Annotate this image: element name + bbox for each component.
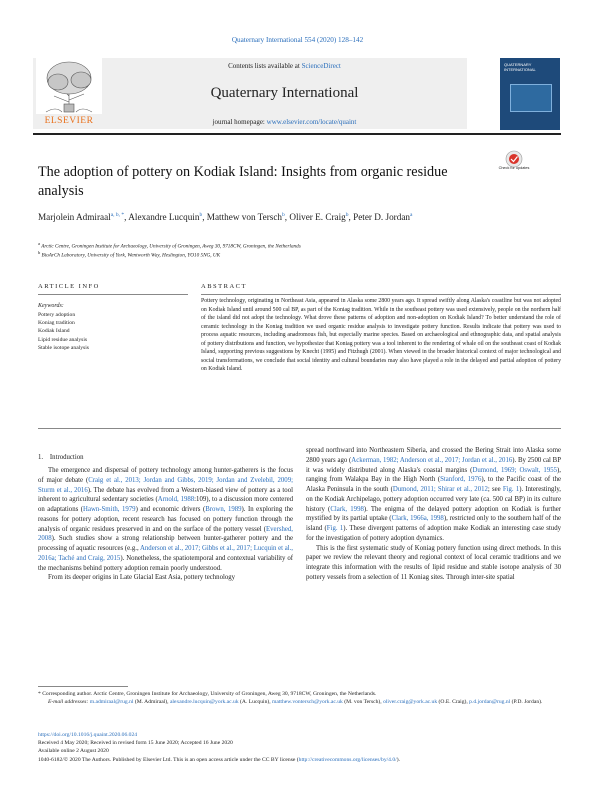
citation-link[interactable]: Dumond, 1969; Oswalt, 1955 bbox=[472, 466, 558, 474]
keyword-item: Koniag tradition bbox=[38, 320, 75, 327]
citation-link[interactable]: Arnold, 1988 bbox=[157, 496, 195, 504]
email-addresses: E-mail addresses: m.admiraal@rug.nl (M. Admiraal), alexandre.lucquin@york.ac.uk (A. Lucquin), matthew.vontersch@york.ac.uk (M. von Tersch), oliver.craig@york.ac.uk (O.E. Craig), p.d.jordan@rug.nl (P.D. Jordan). bbox=[48, 699, 543, 705]
body-text: ). By 2500 cal BP it was widely distributed along Alaska's coastal margins ( bbox=[306, 456, 561, 474]
email-link[interactable]: oliver.craig@york.ac.uk bbox=[383, 699, 438, 705]
received-dates: Received 4 May 2020; Received in revised form 15 June 2020; Accepted 16 June 2020 bbox=[38, 740, 233, 747]
author-0[interactable]: Marjolein Admiraal$^{a, b, *}$, bbox=[38, 212, 129, 223]
body-paragraph bbox=[306, 544, 561, 583]
citation-link[interactable]: Evershed, 2008 bbox=[38, 525, 293, 543]
body-text: :109), to a discussion more centered on adaptations ( bbox=[38, 496, 294, 513]
citation-link[interactable]: Hawn-Smith, 1979 bbox=[83, 506, 136, 513]
citation-link[interactable]: Dumond, 2011; Shirar et al., 2012 bbox=[392, 486, 488, 493]
citation-link[interactable]: Stanford, 1976 bbox=[440, 476, 482, 484]
body-text: ). These divergent patterns of adoption make Kodiak an interesting case study for the investigation of pottery adoption dynamics. bbox=[306, 525, 561, 542]
author-4[interactable]: Peter D. Jordan$^a$ bbox=[353, 212, 413, 223]
keywords-label: Keywords: bbox=[38, 303, 64, 309]
body-text: spread northward into Northeastern Siberia, and crossed the Bering Strait into Alaska some 2800 years ago ( bbox=[306, 447, 561, 464]
body-text: ), restricted only to the southern half of the island ( bbox=[306, 515, 561, 532]
footnote-divider bbox=[38, 686, 128, 687]
journal-reference-link[interactable]: Quaternary International 554 (2020) 128–142 bbox=[231, 36, 364, 44]
author-1[interactable]: Alexandre Lucquin$^b$, bbox=[128, 212, 207, 223]
body-text: ; see bbox=[487, 486, 503, 493]
article-title: The adoption of pottery on Kodiak Island: Insights from organic residue analysis bbox=[38, 164, 448, 199]
sciencedirect-link[interactable]: ScienceDirect bbox=[301, 62, 341, 70]
citation-link[interactable]: Craig et al., 2013; Jordan and Gibbs, 2019; Jordan and Zvelebil, 2009; Sturm et al., 2016 bbox=[38, 476, 293, 494]
body-paragraph bbox=[38, 466, 293, 573]
corresponding-author-note: * Corresponding author. Arctic Centre, Groningen Institute for Archaeology, University of Groningen, Aweg 30, 9718CW, Groningen, the Netherlands. bbox=[38, 691, 377, 697]
abstract-heading: ABSTRACT bbox=[201, 283, 247, 290]
body-text: ), ranging from Walakpa Bay in the High North ( bbox=[306, 466, 561, 484]
keyword-item: Stable isotope analysis bbox=[38, 344, 89, 351]
journal-homepage-link[interactable]: www.elsevier.com/locate/quaint bbox=[266, 118, 357, 126]
check-for-updates-icon[interactable] bbox=[501, 150, 527, 180]
keywords-list bbox=[38, 311, 188, 352]
email-link[interactable]: matthew.vontersch@york.ac.uk bbox=[272, 699, 343, 705]
body-paragraph bbox=[306, 446, 561, 544]
publisher-logo-text: ELSEVIER bbox=[44, 116, 94, 126]
body-text: ), to the Pacific coast of the Alaska Peninsula in the south ( bbox=[306, 476, 561, 493]
author-3[interactable]: Oliver E. Craig$^b$, bbox=[289, 212, 351, 223]
body-text: ). Interestingly, on the Kodiak Archipelago, pottery adoption occurred very late (ca. 500 cal BP) in its culture history ( bbox=[306, 486, 561, 513]
citation-link[interactable]: Ackerman, 1982; Anderson et al., 2017; Jordan et al., 2016 bbox=[351, 456, 513, 464]
citation-link[interactable]: Anderson et al., 2017; Gibbs et al., 2017; Lucquin et al., 2016a; Taché and Craig, 2015 bbox=[38, 545, 293, 562]
homepage-prefix: journal homepage: bbox=[212, 118, 265, 126]
publication-info bbox=[38, 731, 563, 764]
cover-title: QUATERNARY INTERNATIONAL bbox=[504, 62, 536, 72]
license-link[interactable]: http://creativecommons.org/licenses/by/4.0/ bbox=[298, 756, 397, 763]
license-statement: 1040-6182/© 2020 The Authors. Published by Elsevier Ltd. This is an open access article under the CC BY license (http://creativecommons.org/licenses/by/4.0/). bbox=[38, 756, 400, 763]
body-text: ) and economic drivers ( bbox=[135, 506, 206, 513]
abstract-bottom-divider bbox=[38, 428, 561, 429]
body-text: From its deeper origins in Late Glacial East Asia, pottery technology bbox=[48, 574, 236, 582]
body-text: ). Nonetheless, the spatiotemporal and contextual variability of the mechanisms behind pottery adoption remain poorly understood. bbox=[38, 554, 293, 572]
footnotes bbox=[38, 690, 558, 706]
email-link[interactable]: m.admiraal@rug.nl bbox=[89, 699, 134, 705]
abstract-text: Pottery technology, originating in Northeast Asia, appeared in Alaska some 2800 years ago. It spread swiftly along Alaska's coastline but was not adopted on Kodiak Island until around 500 cal BP, as part of the Koniag tradition. While in the southeast pottery was used extensively, people on the northern half of the island did not adopt the technology. What drove these patterns of adoption and non-adoption on Kodiak Island? To better understand the role of ceramic technology in the Koniag tradition we used organic residue analysis to investigate pottery function. Results indicate that pottery was used to process aquatic resources, including anadromous fish, but especially marine species. Based on archaeological and ethnographic data, and spatial analysis of pottery distributions and function, we hypothesize that Koniag pottery was a tool inherent to the rendering of whale oil on the southeast coast of Kodiak Island, supporting previous suggestions by Knecht (1995) and Fitzhugh (2001). When viewed in the broader historical context of major technological and social transformations, we conclude that social identity and cultural boundaries may also have played a role in the delayed and partial adoption of pottery on Kodiak Island. bbox=[201, 298, 561, 372]
journal-title: Quaternary International bbox=[210, 85, 359, 101]
email-link[interactable]: alexandre.lucquin@york.ac.uk bbox=[169, 699, 239, 705]
body-text: ). Such studies show a strong relationship between hunter-gatherer pottery and the processing of aquatic resources (e.g., bbox=[38, 535, 293, 552]
body-text: The emergence and dispersal of pottery technology among hunter-gatherers is the focus of major debate ( bbox=[38, 467, 293, 484]
email-link[interactable]: p.d.jordan@rug.nl bbox=[469, 699, 511, 705]
citation-link[interactable]: Brown, 1989 bbox=[205, 506, 242, 513]
keyword-item: Pottery adoption bbox=[38, 312, 76, 318]
citation-link[interactable]: Fig. 1 bbox=[502, 486, 520, 493]
check-for-updates-label[interactable]: Check for updates bbox=[498, 166, 530, 170]
contents-prefix: Contents lists available at bbox=[228, 62, 300, 70]
citation-link[interactable]: Clark, 1998 bbox=[330, 505, 364, 513]
available-online: Available online 2 August 2020 bbox=[38, 748, 109, 755]
body-column-right bbox=[306, 446, 561, 583]
journal-cover-thumbnail bbox=[500, 58, 560, 130]
citation-link[interactable]: Clark, 1966a, 1998 bbox=[391, 515, 444, 523]
body-text: ). The debate has evolved from a Western-biased view of pottery as a tool inherent to agricultural sedentary societies ( bbox=[38, 486, 293, 504]
author-list bbox=[38, 209, 518, 224]
body-column-left bbox=[38, 466, 293, 583]
body-text: This is the first systematic study of Koniag pottery function using direct methods. In this paper we review the relevant theory and regional context of local ceramic traditions and we integrate this information with the results of lipid residue and stable isotope analysis of 30 pottery vessels from a selection of 11 Koniag sites. Through inter-site spatial bbox=[306, 544, 561, 581]
article-info-divider bbox=[38, 294, 188, 295]
body-text: ). The enigma of the delayed pottery adoption on Kodiak is further mystified by its partial uptake ( bbox=[306, 505, 562, 523]
affiliation-b: $^b$ BioArCh Laboratory, University of York, Wentworth Way, Heslington, YO10 5NG, UK bbox=[38, 250, 221, 259]
keyword-item: Kodiak Island bbox=[38, 328, 70, 335]
header-divider bbox=[33, 133, 561, 135]
keyword-item: Lipid residue analysis bbox=[38, 336, 88, 343]
cover-image bbox=[510, 84, 552, 112]
body-text: ). In exploring the reasons for pottery adoption, recent research has focused on pottery function through the analysis of organic residues preserved in and on the surface of the pottery vessel ( bbox=[38, 506, 294, 533]
citation-link[interactable]: Fig. 1 bbox=[326, 525, 344, 532]
contents-availability bbox=[102, 62, 467, 70]
affiliation-a: $^a$ Arctic Centre, Groningen Institute for Archaeology, University of Groningen, Aweg 30, 9718CW, Groningen, the Netherlands bbox=[38, 241, 301, 250]
author-2[interactable]: Matthew von Tersch$^b$, bbox=[206, 212, 290, 223]
doi-link[interactable]: https://doi.org/10.1016/j.quaint.2020.06.024 bbox=[38, 732, 138, 738]
abstract-divider bbox=[201, 294, 561, 295]
section-heading-introduction: 1. Introduction bbox=[38, 454, 84, 461]
body-paragraph bbox=[38, 573, 293, 583]
article-info-heading: ARTICLE INFO bbox=[38, 283, 100, 290]
journal-homepage bbox=[102, 118, 467, 126]
